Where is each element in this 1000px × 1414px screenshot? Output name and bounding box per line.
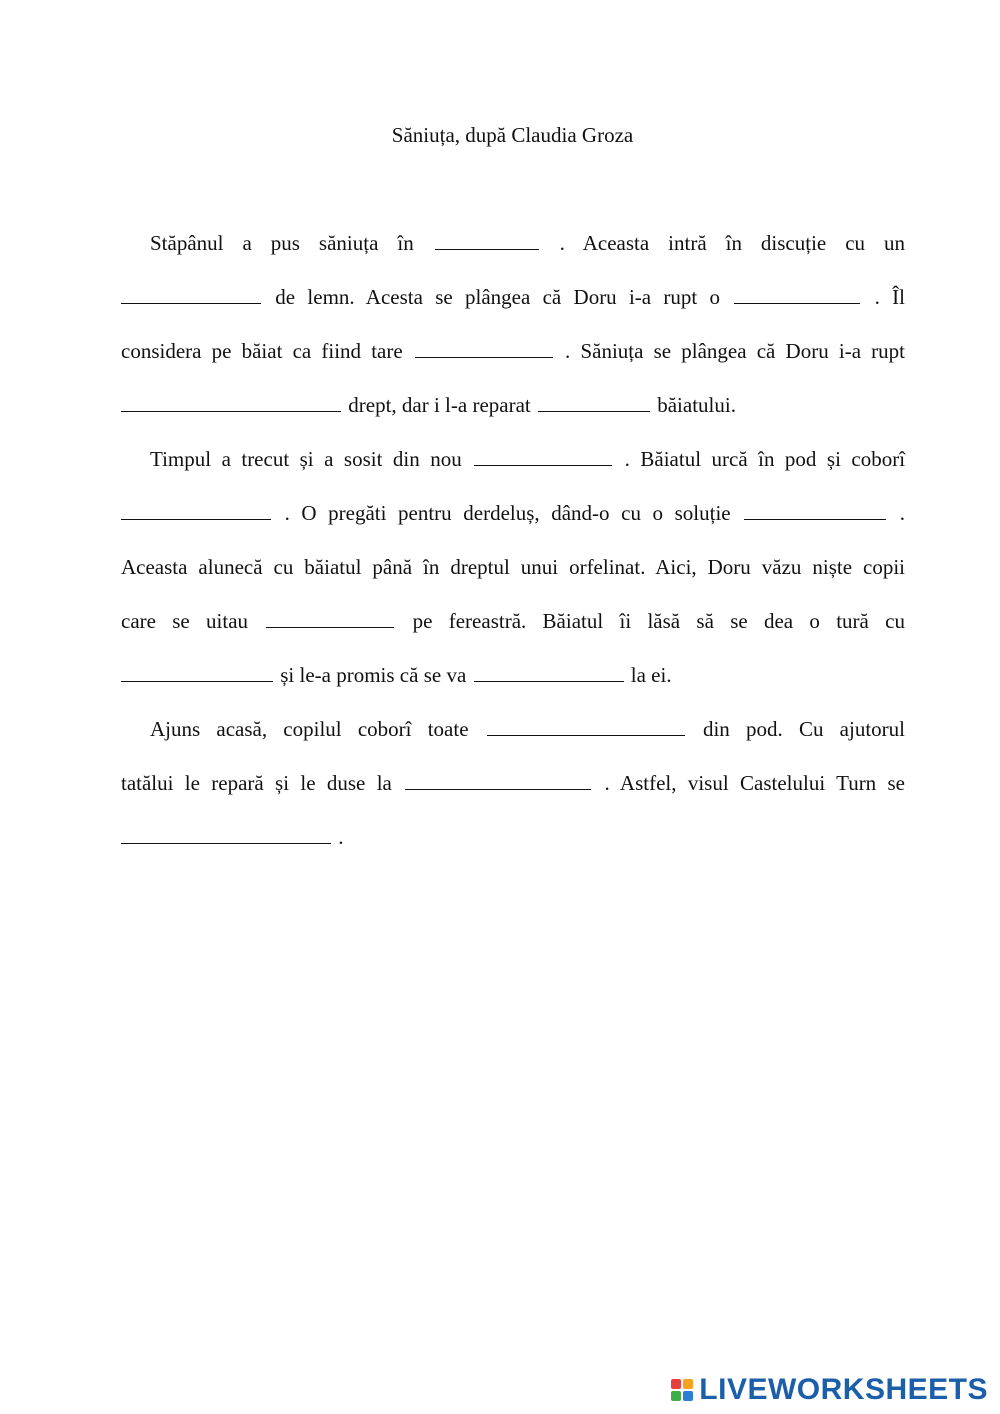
text-line-4 [121, 390, 905, 420]
line-text: drept, dar i l-a reparat [348, 393, 531, 417]
logo-square-i [683, 1379, 693, 1389]
answer-blank-6[interactable] [538, 391, 650, 412]
logo-square-l [671, 1379, 681, 1389]
logo-text: LIVEWORKSHEETS [699, 1373, 988, 1406]
liveworksheets-logo-icon [671, 1379, 693, 1401]
text-line-8 [121, 606, 905, 636]
line-text: . Astfel, visul Castelului Turn se [604, 771, 906, 795]
logo-square-v [671, 1391, 681, 1401]
answer-blank-13[interactable] [487, 715, 685, 736]
line-text: de lemn. Acesta se plângea că Doru i-a rupt o [275, 285, 721, 309]
line-text: Aceasta alunecă cu băiatul până în dreptul unui orfelinat. Aici, Doru văzu niște copii [121, 555, 905, 579]
answer-blank-11[interactable] [121, 661, 273, 682]
answer-blank-1[interactable] [435, 229, 539, 250]
line-text: . O pregăti pentru derdeluș, dând-o cu o soluție [284, 501, 731, 525]
line-text: . [338, 825, 344, 849]
text-line-12 [121, 822, 905, 852]
text-line-1 [121, 228, 905, 258]
answer-blank-2[interactable] [121, 283, 261, 304]
answer-blank-14[interactable] [405, 769, 591, 790]
answer-blank-8[interactable] [121, 499, 271, 520]
text-line-2 [121, 282, 905, 312]
text-line-3 [121, 336, 905, 366]
line-text: considera pe băiat ca fiind tare [121, 339, 403, 363]
liveworksheets-logo[interactable] [671, 1372, 988, 1408]
text-line-6 [121, 498, 905, 528]
text-line-11 [121, 768, 905, 798]
text-line-7 [121, 552, 905, 582]
line-text: . Săniuța se plângea că Doru i-a rupt [565, 339, 906, 363]
answer-blank-15[interactable] [121, 823, 331, 844]
text-line-10 [121, 714, 905, 744]
line-text: din pod. Cu ajutorul [702, 717, 905, 741]
line-text: la ei. [630, 663, 672, 687]
page-title: Săniuța, după Claudia Groza [391, 123, 634, 147]
answer-blank-3[interactable] [734, 283, 860, 304]
answer-blank-4[interactable] [415, 337, 553, 358]
line-text: tatălui le repară și le duse la [121, 771, 392, 795]
line-text: . Băiatul urcă în pod și coborî [624, 447, 906, 471]
line-text: . Îl [874, 285, 906, 309]
text-line-9 [121, 660, 905, 690]
line-text: pe fereastră. Băiatul îi lăsă să se dea o tură cu [412, 609, 905, 633]
answer-blank-12[interactable] [474, 661, 624, 682]
line-text: . Aceasta intră în discuție cu un [559, 231, 906, 255]
answer-blank-5[interactable] [121, 391, 341, 412]
line-text: . [899, 501, 905, 525]
line-text: Stăpânul a pus săniuța în [150, 231, 414, 255]
line-text: care se uitau [121, 609, 249, 633]
line-text: băiatului. [657, 393, 736, 417]
answer-blank-9[interactable] [744, 499, 886, 520]
answer-blank-10[interactable] [266, 607, 394, 628]
line-text: Timpul a trecut și a sosit din nou [150, 447, 462, 471]
answer-blank-7[interactable] [474, 445, 612, 466]
line-text: Ajuns acasă, copilul coborî toate [150, 717, 469, 741]
logo-square-e [683, 1391, 693, 1401]
line-text: și le-a promis că se va [280, 663, 467, 687]
text-line-5 [121, 444, 905, 474]
